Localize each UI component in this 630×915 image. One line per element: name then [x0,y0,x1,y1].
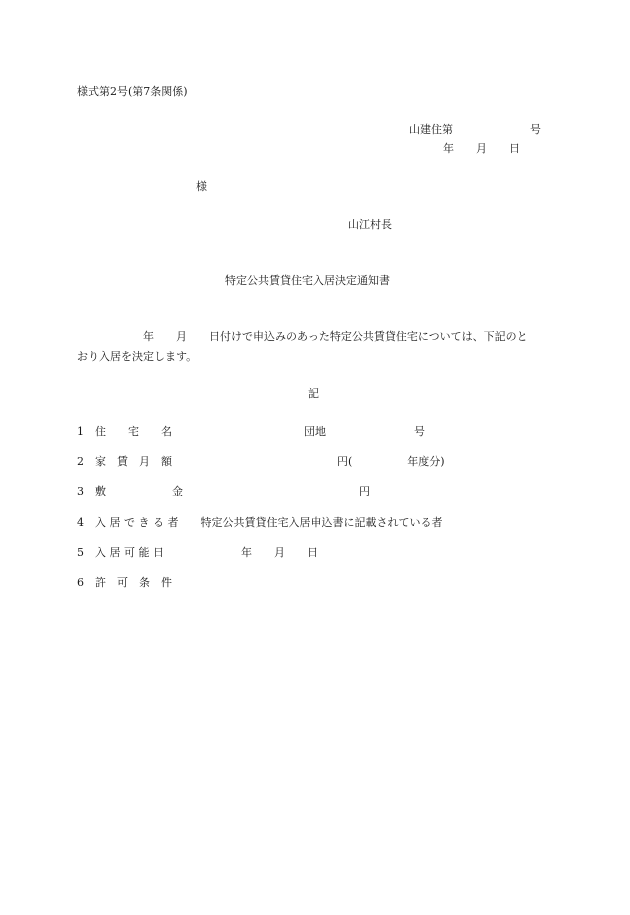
issuer-name: 山江村長 [348,218,392,231]
body-text-line-2: おり入居を決定します。 [77,350,198,363]
item-permit-conditions: 6 許 可 条 件 [77,576,172,589]
addressee-honorific: 様 [196,180,207,193]
ki-heading: 記 [308,387,319,400]
document-title: 特定公共賃貸住宅入居決定通知書 [225,274,390,287]
item-move-in-date: 5 入 居 可 能 日 年 月 日 [77,546,318,559]
issue-date: 年 月 日 [443,142,520,155]
item-monthly-rent: 2 家 賃 月 額 円( 年度分) [77,455,445,468]
document-number: 山建住第 号 [409,123,541,136]
item-eligible-residents: 4 入 居 で き る 者 特定公共賃貸住宅入居申込書に記載されている者 [77,516,443,529]
item-housing-name: 1 住 宅 名 団地 号 [77,425,425,438]
item-deposit: 3 敷 金 円 [77,485,370,498]
form-label: 様式第2号(第7条関係) [77,85,188,98]
body-text-line-1: 年 月 日付けで申込みのあった特定公共賃貸住宅については、下記のと [77,330,528,343]
